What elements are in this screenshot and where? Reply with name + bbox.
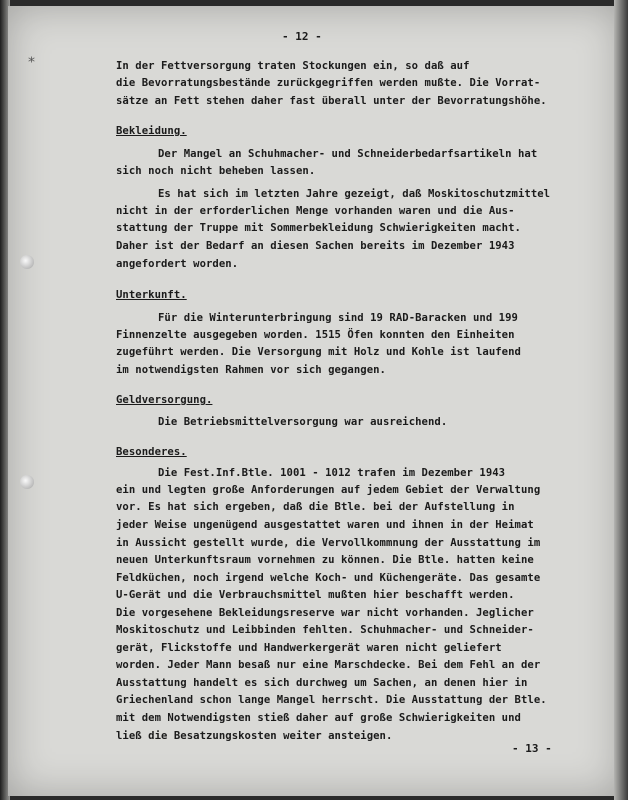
section-heading-unterkunft: Unterkunft. xyxy=(116,289,187,301)
intro-line: In der Fettversorgung traten Stockungen ein, so daß auf xyxy=(116,60,470,72)
intro-line: sätze an Fett stehen daher fast überall unter der Bevorratungshöhe. xyxy=(116,95,547,107)
paragraph-line: angefordert worden. xyxy=(116,258,239,270)
paragraph-line: jeder Weise ungenügend ausgestattet waren und ihnen in der Heimat xyxy=(116,519,534,531)
punch-hole xyxy=(20,475,34,489)
paragraph-line: Moskitoschutz und Leibbinden fehlten. Schuhmacher- und Schneider- xyxy=(116,624,534,636)
paragraph-line: Für die Winterunterbringung sind 19 RAD-Baracken und 199 xyxy=(158,312,518,324)
paragraph-line: Daher ist der Bedarf an diesen Sachen bereits im Dezember 1943 xyxy=(116,240,515,252)
scan-right-edge xyxy=(614,0,628,800)
section-heading-geldversorgung: Geldversorgung. xyxy=(116,394,213,406)
margin-mark: ⁎ xyxy=(28,50,35,66)
paragraph-line: Die vorgesehene Bekleidungsreserve war nicht vorhanden. Jeglicher xyxy=(116,607,534,619)
paragraph-line: im notwendigsten Rahmen vor sich gegangen. xyxy=(116,364,386,376)
paragraph-line: stattung der Truppe mit Sommerbekleidung Schwierigkeiten macht. xyxy=(116,222,521,234)
section-heading-bekleidung: Bekleidung. xyxy=(116,125,187,137)
paragraph-line: Die Betriebsmittelversorgung war ausreichend. xyxy=(158,416,448,428)
paragraph-line: U-Gerät und die Verbrauchsmittel mußten hier beschafft werden. xyxy=(116,589,515,601)
punch-hole xyxy=(20,255,34,269)
paragraph-line: Feldküchen, noch irgend welche Koch- und Küchengeräte. Das gesamte xyxy=(116,572,541,584)
paragraph-line: Der Mangel an Schuhmacher- und Schneiderbedarfsartikeln hat xyxy=(158,148,538,160)
paragraph-line: Finnenzelte ausgegeben worden. 1515 Öfen konnten den Einheiten xyxy=(116,329,515,341)
section-heading-besonderes: Besonderes. xyxy=(116,446,187,458)
paragraph-line: Die Fest.Inf.Btle. 1001 - 1012 trafen im Dezember 1943 xyxy=(158,467,506,479)
paragraph-line: Ausstattung handelt es sich durchweg um Sachen, an denen hier in xyxy=(116,677,528,689)
paragraph-line: mit dem Notwendigsten stieß daher auf große Schwierigkeiten und xyxy=(116,712,521,724)
paragraph-line: gerät, Flickstoffe und Handwerkergerät waren nicht geliefert xyxy=(116,642,502,654)
paragraph-line: sich noch nicht beheben lassen. xyxy=(116,165,316,177)
paragraph-line: ließ die Besatzungskosten weiter ansteigen. xyxy=(116,730,393,742)
paragraph-line: in Aussicht gestellt wurde, die Vervollkommnung der Ausstattung im xyxy=(116,537,541,549)
paragraph-line: ein und legten große Anforderungen auf jedem Gebiet der Verwaltung xyxy=(116,484,541,496)
paragraph-line: vor. Es hat sich ergeben, daß die Btle. bei der Aufstellung in xyxy=(116,501,515,513)
paragraph-line: Es hat sich im letzten Jahre gezeigt, daß Moskitoschutzmittel xyxy=(158,188,551,200)
page-number-bottom: - 13 - xyxy=(512,742,552,755)
paragraph-line: nicht in der erforderlichen Menge vorhanden waren und die Aus- xyxy=(116,205,515,217)
page-number-top: - 12 - xyxy=(282,30,322,43)
paragraph-line: zugeführt werden. Die Versorgung mit Holz und Kohle ist laufend xyxy=(116,346,521,358)
paragraph-line: neuen Unterkunftsraum vornehmen zu können. Die Btle. hatten keine xyxy=(116,554,534,566)
intro-line: die Bevorratungsbestände zurückgegriffen werden mußte. Die Vorrat- xyxy=(116,77,541,89)
paragraph-line: Griechenland schon lange Mangel herrscht. Die Ausstattung der Btle. xyxy=(116,694,547,706)
paragraph-line: worden. Jeder Mann besaß nur eine Marschdecke. Bei dem Fehl an der xyxy=(116,659,541,671)
